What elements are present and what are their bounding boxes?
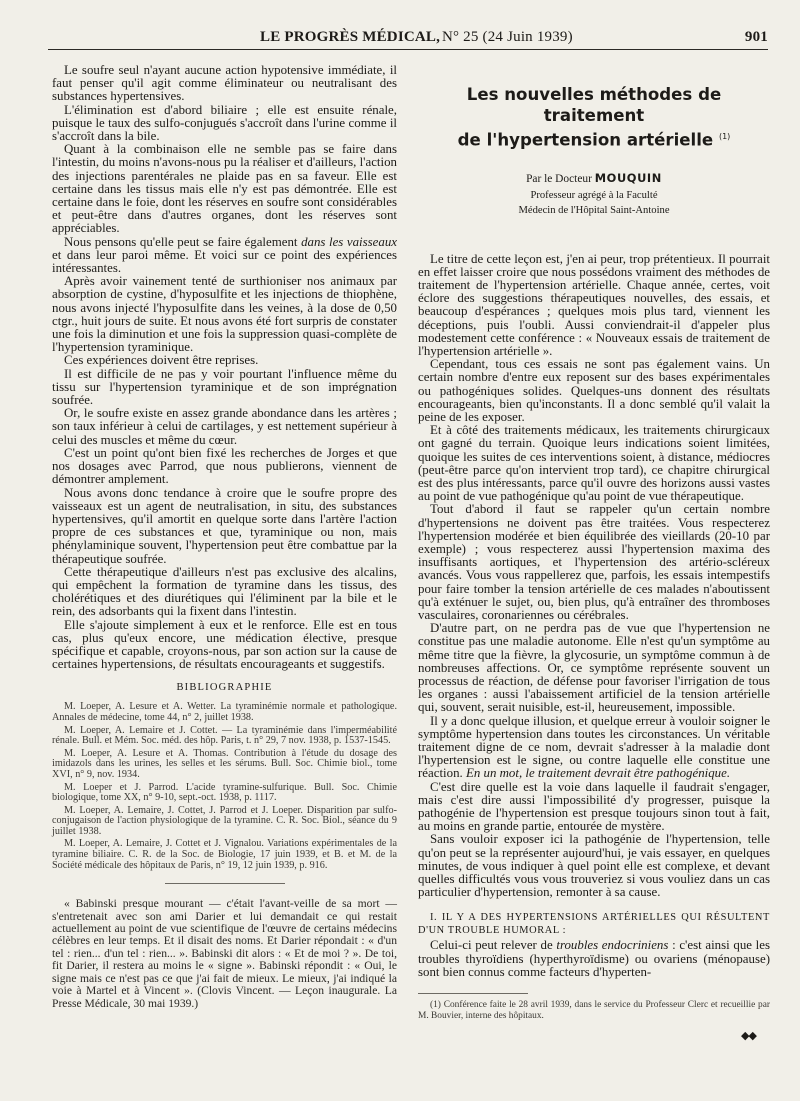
issue-info: N° 25 (24 Juin 1939)	[442, 29, 573, 45]
paragraph: Cependant, tous ces essais ne sont pas également vains. Un certain nombre d'entre eux reposent sur des bases expérimentales ou pathogéniques solides. Quelques-uns donnent des résultats encourageants, bien qu'inconstants. Il a donc semblé qu'il valait la peine de les exposer.	[418, 357, 770, 424]
end-ornament: ◆◆	[741, 1029, 756, 1042]
footnote-marker: (1)	[718, 132, 731, 141]
paragraph	[418, 939, 770, 979]
paragraph: Il est difficile de ne pas y voir pourtant l'influence même du tissu sur l'hypertension tyraminique et de son imprégnation soufrée.	[52, 366, 397, 408]
article-title	[418, 84, 770, 151]
author-name: MOUQUIN	[594, 170, 662, 185]
paragraph: Tout d'abord il faut se rappeler qu'un certain nombre d'hypertensions ne doivent pas être traitées. Vous respecterez l'hypertension modérée et bien équilibrée des vieillards (20-10 par exemple) ; vous respecterez aussi l'hypertension maxima des insuffisants aortiques, et l'hypertension des artério-scléreux avancés. Vous vous rappellerez que, parfois, les essais intempestifs pour faire tomber la tension artérielle de ces malades n'aboutissent qu'à exténuer le sujet, ou, bien plus, qu'à entraîner des thromboses vasculaires, coronariennes ou cérébrales.	[418, 502, 770, 623]
emphasis: troubles endocriniens	[556, 938, 669, 953]
paragraph: Le titre de cette leçon est, j'en ai peur, trop prétentieux. Il pourrait en effet laisser croire que nous possédons vraiment des méthodes de traitement de l'hypertension artérielle. Chaque année, certes, voit éclore des suggestions thérapeutiques nouvelles, des essais, et beaucoup d'espérances ; quelques mois plus tard, viennent les déceptions, puis l'oubli. Aussi conviendrait-il d'appeler plus modestement cette conférence : « Nouveaux essais de traitement de l'hypertension artérielle ».	[418, 251, 770, 358]
paragraph: L'élimination est d'abord biliaire ; elle est ensuite rénale, puisque le taux des sulfo-conjugués s'accroît dans l'urine comme il s'accroît dans la bile.	[52, 102, 397, 144]
separator-rule	[165, 883, 285, 884]
running-header	[48, 27, 768, 50]
byline-prefix: Par le Docteur	[526, 172, 592, 185]
affiliation: Professeur agrégé à la Faculté	[530, 189, 658, 201]
reference: M. Loeper, A. Lesure et A. Thomas. Contribution à l'étude du dosage des imidazols dans les urines, les selles et les sérums. Bull. Soc. Chimie biol., tome XVI, n° 9, nov. 1934.	[52, 747, 397, 780]
paragraph: Sans vouloir exposer ici la pathogénie de l'hypertension, telle qu'on peut se la représenter aujourd'hui, je vais essayer, en quelques minutes, de vous indiquer à quel point elle est complexe, et devant quelles difficultés vous vous trouveriez si vous vouliez dans un cas particulier d'hypertension, remonter à sa cause.	[418, 832, 770, 900]
emphasis: En un mot, le traitement devrait être pathogénique.	[465, 766, 731, 781]
text-span: et dans leur paroi même. Et voici sur ce point des expériences intéressantes.	[52, 247, 397, 276]
footnote: (1) Conférence faite le 28 avril 1939, dans le service du Professeur Clerc et recueillie par M. Bouvier, interne des hôpitaux.	[418, 1000, 770, 1021]
byline	[418, 171, 770, 185]
paragraph: Or, le soufre existe en assez grande abondance dans les artères ; son taux inférieur à celui de cartilages, y est nettement supérieur à celui des muscles et même du cœur.	[52, 406, 397, 447]
affiliation: Médecin de l'Hôpital Saint-Antoine	[518, 204, 670, 216]
paragraph: Le soufre seul n'ayant aucune action hypotensive immédiate, il faut penser qu'il agit comme éliminateur ou neutralisant des substances hypertensives.	[52, 63, 397, 104]
text-span: Celui-ci peut relever de	[430, 938, 553, 953]
paragraph: Après avoir vainement tenté de surthioniser nos animaux par absorption de cystine, d'hyposulfite et les injections de thiophène, nous avons injecté l'hyposulfite dans les veines, à la dose de 0,50 ctgr., huit jours de suite. Et nous avons été fort surpris de constater une fois la diminution et une fois la suppression quasi-complète de l'hypertension tyraminique.	[52, 274, 397, 355]
paragraph: Ces expériences doivent être reprises.	[64, 353, 259, 368]
text-span: Il y a donc quelque illusion, et quelque erreur à vouloir soigner le symptôme hypertension dans toutes les circonstances. Un véritable traitement digne de ce nom, devrait s'adresser à la maladie dont l'hypertension est le signe, ou contre laquelle elle constitue une réaction.	[418, 713, 770, 781]
section-subheading: I. IL Y A DES HYPERTENSIONS ARTÉRIELLES QUI RÉSULTENT D'UN TROUBLE HUMORAL :	[418, 912, 770, 937]
paragraph: Nous avons donc tendance à croire que le soufre propre des vaisseaux est un agent de neutralisation, in situ, des substances hypertensives, qu'il amortit en quelque sorte dans l'artère l'action propre de ces substances et que, tyraminique ou non, mais phénylaminique souvent, l'hypertension peut être combattue par la thérapeutique soufrée.	[52, 485, 397, 566]
paragraph: C'est dire quelle est la voie dans laquelle il faudrait s'engager, mais c'est dire aussi l'impossibilité d'y progresser, puisque la pathogénie de l'hypertension est presque toujours sinon tout à fait, au moins en grande partie, entourée de mystère.	[418, 779, 770, 834]
page-number: 901	[744, 29, 768, 45]
paragraph: C'est un point qu'ont bien fixé les recherches de Jorges et que nos dosages avec Parrod, que nous publierons, viennent de démontrer amplement.	[52, 445, 397, 487]
footnote-rule	[418, 993, 528, 994]
reference: M. Loeper, A. Lemaire, J. Cottet, J. Parrod et J. Loeper. Disparition par sulfo-conjugaison de l'action physiologique de la tyramine. C. R. Soc. Biol., séance du 9 juillet 1938.	[52, 804, 397, 837]
paragraph: Quant à la combinaison elle ne semble pas se faire dans l'intestin, du moins n'avons-nous pu la réaliser et d'ailleurs, l'action des injections parentérales ne plaide pas en sa faveur. Elle est certaine dans les tissus mais elle n'y est pas démontrée. Elle est certaine dans le foie, dont les réserves en soufre sont considérables et peut-être dans d'autres organes, dont les réserves sont appréciables.	[52, 142, 397, 236]
paragraph: Et à côté des traitements médicaux, les traitements chirurgicaux ont gagné du terrain. Quoique leurs indications soient limitées, quoique les suites de ces interventions soient, à distance, médiocres (peut-être parce qu'on intervient trop tard), ce chapitre chirurgical est des plus intéressants, parce qu'il ouvre des horizons aussi vastes au point de vue pathogénique qu'au point de vue thérapeutique.	[418, 423, 770, 504]
paragraph	[418, 715, 770, 781]
emphasis: dans les vaisseaux	[301, 234, 398, 249]
right-column	[418, 64, 770, 1021]
text-span: : c'est ainsi que les troubles thyroïdiens (hyperthyroïdisme) ou ovariens (ménopause) sont bien connus comme facteurs d'hyperten-	[418, 938, 770, 979]
left-column	[52, 64, 397, 1010]
anecdote-quote: « Babinski presque mourant — c'était l'avant-veille de sa mort — s'entretenait avec son ami Darier et lui demandait ce qui restait actuellement au point de vue scientifique de l'œuvre de certains médecins célèbres en leur temps. Et il disait des noms. Et Darier répondait : « d'un tel : rien... d'un tel : rien... ». Babinski dit alors : « Et de moi ? ». De toi, fit Darier, il restera au moins le « signe ». Babinski répondit : « Oui, le signe mais ce n'est pas ce que j'ai fait de mieux. Le mieux, j'ai indiqué la voie à Martel et à Vincent ». (Clovis Vincent. — Leçon inaugurale. La Presse Médicale, 30 mai 1939.)	[52, 897, 397, 1010]
journal-title: LE PROGRÈS MÉDICAL,	[260, 29, 441, 45]
paragraph: Elle s'ajoute simplement à eux et le renforce. Elle est en tous cas, plus qu'eux encore, une médication élective, presque spécifique et capable, croyons-nous, par son action sur la cause de certaines hypertensions, de résultats encourageants et suggestifs.	[52, 617, 397, 672]
bibliography-heading: BIBLIOGRAPHIE	[176, 682, 273, 694]
reference: M. Loeper et J. Parrod. L'acide tyramine-sulfurique. Bull. Soc. Chimie biologique, tome XX, n° 9-10, sept.-oct. 1938, p. 1117.	[52, 781, 397, 804]
paragraph: Cette thérapeutique d'ailleurs n'est pas exclusive des alcalins, qui empêchent la formation de tyramine dans les tissus, des cholérétiques et des diurétiques qui l'éliminent par la bile et le rein, des adsorbants qui la fixent dans l'intestin.	[52, 564, 397, 619]
title-line: de l'hypertension artérielle	[457, 130, 714, 150]
paragraph	[52, 236, 397, 276]
title-line: Les nouvelles méthodes de traitement	[466, 85, 722, 125]
text-span: Nous pensons qu'elle peut se faire également	[64, 234, 298, 249]
reference: M. Loeper, A. Lesure et A. Wetter. La tyraminémie normale et pathologique. Annales de médecine, tome 44, n° 2, juillet 1938.	[52, 701, 397, 723]
reference: M. Loeper, A. Lemaire, J. Cottet et J. Vignalou. Variations expérimentales de la tyramine biliaire. C. R. de la Soc. de Biologie, 17 juin 1939, et B. et M. de la Société médicale des hôpitaux de Paris, n° 19, 12 juin 1939, p. 916.	[52, 838, 397, 871]
reference: M. Loeper, A. Lemaire et J. Cottet. — La tyraminémie dans l'imperméabilité rénale. Bull. et Mém. Soc. méd. des hôp. Paris, t. n° 29, 7 nov. 1938, p. 1537-1545.	[52, 724, 397, 747]
paragraph: D'autre part, on ne perdra pas de vue que l'hypertension ne constitue pas une maladie autonome. Elle n'est qu'un symptôme au même titre que la fièvre, la glycosurie, un symptôme commun à de nombreuses affections. Or, ce symptôme représente souvent un processus de réaction, de défense pour favoriser l'irrigation de tous les organes : aussi l'abaissement artificiel de la tension artérielle qui, souvent, serait nuisible, est-il, heureusement, impossible.	[418, 621, 770, 715]
